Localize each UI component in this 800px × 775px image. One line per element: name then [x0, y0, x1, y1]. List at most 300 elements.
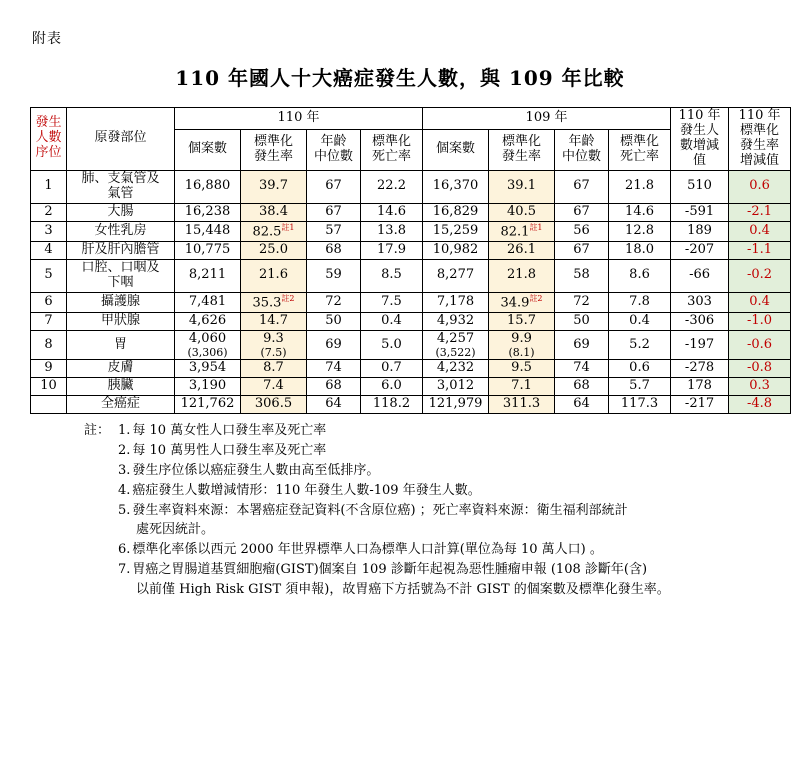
table-row [31, 203, 791, 221]
page-title: 110 年國人十大癌症發生人數，與 109 年比較 [175, 66, 625, 90]
row-110-std-rate [241, 259, 307, 292]
row-110-std-death-value: 22.2 [377, 178, 406, 194]
row-110-cases [175, 170, 241, 203]
header-diff-rate-line-1: 110 年 [738, 108, 781, 123]
header-109-std-death-line-1: 標準化 [620, 134, 660, 149]
header-109-std-death [609, 130, 671, 171]
row-110-std-rate [241, 292, 307, 312]
row-109-std-rate [489, 312, 555, 330]
row-sequence: 1 [31, 170, 67, 203]
row-110-cases [175, 330, 241, 359]
table-row [31, 378, 791, 396]
row-site-line: 胃 [113, 336, 127, 352]
row-110-cases [175, 203, 241, 221]
row-110-std-rate-value: 35.3 [252, 294, 282, 310]
row-110-std-death [361, 330, 423, 359]
row-110-median-age-value: 68 [325, 378, 342, 394]
row-109-std-rate-footnote-marker: 註2 [529, 293, 543, 303]
row-109-cases [423, 170, 489, 203]
row-110-cases [175, 259, 241, 292]
row-110-std-death-value: 0.7 [381, 360, 402, 376]
row-sequence: 8 [31, 330, 67, 359]
row-109-std-rate [489, 396, 555, 414]
row-110-cases [175, 292, 241, 312]
row-109-cases [423, 360, 489, 378]
row-110-median-age [307, 292, 361, 312]
note-text: 每 10 萬男性人口發生率及死亡率 [132, 442, 327, 458]
row-110-std-rate [241, 330, 307, 359]
table-row [31, 241, 791, 259]
row-110-std-death-value: 14.6 [377, 203, 406, 219]
table-body [31, 170, 791, 413]
note-item-continuation [84, 521, 770, 540]
table-row [31, 170, 791, 203]
row-diff-cases-value: 303 [687, 293, 712, 309]
row-109-std-rate [489, 203, 555, 221]
row-110-cases-value: 4,626 [188, 312, 227, 328]
row-110-cases [175, 396, 241, 414]
row-109-cases [423, 203, 489, 221]
row-110-median-age-value: 67 [325, 203, 342, 219]
row-diff-rate [729, 221, 791, 241]
header-site: 原發部位 [67, 108, 175, 171]
row-110-median-age-value: 64 [325, 396, 342, 412]
row-109-std-rate [489, 170, 555, 203]
row-diff-cases-value: -278 [684, 360, 715, 376]
row-110-std-rate-footnote-marker: 註2 [281, 293, 295, 303]
row-110-std-rate-value: 21.6 [259, 267, 288, 283]
note-text: 發生率資料來源：本署癌症登記資料(不含原位癌) ；死亡率資料來源：衛生福利部統計 [132, 502, 628, 518]
row-109-std-death [609, 396, 671, 414]
row-110-std-rate-value: 38.4 [259, 203, 288, 219]
row-diff-rate [729, 292, 791, 312]
header-diff-rate [729, 108, 791, 171]
row-109-std-death [609, 241, 671, 259]
row-109-cases [423, 259, 489, 292]
row-diff-rate-value: -0.8 [746, 360, 773, 376]
row-110-cases-value: 7,481 [188, 293, 227, 309]
row-110-median-age [307, 170, 361, 203]
notes-head [84, 502, 118, 521]
row-109-std-death-value: 117.3 [620, 396, 659, 412]
row-110-std-rate-value: 306.5 [254, 396, 293, 412]
row-110-median-age-value: 57 [325, 222, 342, 238]
row-diff-rate [729, 360, 791, 378]
row-109-cases-value: 8,277 [436, 267, 475, 283]
row-109-cases-value: 4,257 [436, 330, 475, 346]
row-sequence: 10 [31, 378, 67, 396]
note-continuation-indent [84, 521, 118, 540]
row-109-median-age-value: 74 [573, 360, 590, 376]
row-109-median-age [555, 378, 609, 396]
row-110-median-age-value: 50 [325, 312, 342, 328]
row-109-median-age [555, 259, 609, 292]
row-109-median-age-value: 58 [573, 267, 590, 283]
row-109-cases-value: 121,979 [428, 396, 483, 412]
row-site [67, 241, 175, 259]
row-109-std-death [609, 330, 671, 359]
row-109-std-death [609, 360, 671, 378]
row-site [67, 259, 175, 292]
row-110-std-death [361, 360, 423, 378]
row-diff-rate [729, 259, 791, 292]
header-diff-cases [671, 108, 729, 171]
row-diff-rate [729, 330, 791, 359]
row-110-std-rate-value: 7.4 [263, 378, 284, 394]
row-110-std-rate [241, 378, 307, 396]
row-site-line: 口腔、口咽及 [81, 259, 160, 275]
row-110-std-death [361, 241, 423, 259]
row-diff-cases-value: 178 [687, 378, 712, 394]
row-110-cases [175, 378, 241, 396]
row-diff-cases [671, 221, 729, 241]
row-109-std-death-value: 12.8 [625, 222, 654, 238]
note-number: 4. [118, 482, 131, 498]
row-diff-rate [729, 203, 791, 221]
row-110-std-death-value: 0.4 [381, 312, 402, 328]
row-109-std-death-value: 5.7 [629, 378, 650, 394]
row-109-std-rate-value: 7.1 [511, 378, 532, 394]
notes-head [84, 561, 118, 580]
row-109-std-rate-value: 311.3 [502, 396, 541, 412]
row-110-std-death-value: 13.8 [377, 222, 406, 238]
row-site-line: 皮膚 [107, 360, 134, 376]
header-sequence-line-3: 序位 [35, 145, 62, 161]
row-109-cases [423, 396, 489, 414]
row-110-cases-value: 4,060 [188, 330, 227, 346]
table-row [31, 396, 791, 414]
row-109-std-rate [489, 378, 555, 396]
table-row [31, 292, 791, 312]
row-109-std-rate [489, 259, 555, 292]
row-109-cases [423, 292, 489, 312]
row-109-median-age-value: 56 [573, 222, 590, 238]
table-row [31, 312, 791, 330]
row-diff-rate-value: 0.3 [749, 378, 770, 394]
row-109-std-rate-value: 26.1 [507, 241, 536, 257]
row-sequence: 9 [31, 360, 67, 378]
row-diff-cases-value: -306 [684, 312, 715, 328]
row-109-std-rate-value: 15.7 [507, 312, 536, 328]
row-109-std-death [609, 221, 671, 241]
row-109-median-age-value: 64 [573, 396, 590, 412]
row-109-std-death [609, 170, 671, 203]
row-110-median-age [307, 203, 361, 221]
row-sequence [31, 396, 67, 414]
note-item [84, 502, 770, 521]
row-110-std-death-value: 7.5 [381, 293, 402, 309]
row-110-median-age [307, 378, 361, 396]
row-109-std-death [609, 378, 671, 396]
header-109-median-age-line-2: 中位數 [562, 148, 602, 164]
row-site [67, 360, 175, 378]
row-109-median-age-value: 67 [573, 178, 590, 194]
row-110-median-age [307, 259, 361, 292]
header-110-cases: 個案數 [175, 130, 241, 171]
note-item [84, 462, 770, 481]
row-110-std-death-value: 8.5 [381, 267, 402, 283]
row-109-std-rate [489, 241, 555, 259]
row-110-cases [175, 221, 241, 241]
row-109-std-death-value: 7.8 [629, 293, 650, 309]
row-109-std-rate-value: 39.1 [507, 178, 536, 194]
row-109-cases-secondary-value: (3,522) [435, 345, 476, 359]
row-site [67, 292, 175, 312]
notes-head [84, 482, 118, 501]
notes-head: 註： [84, 423, 111, 439]
row-site [67, 170, 175, 203]
row-110-std-rate-footnote-marker: 註1 [281, 222, 295, 232]
row-109-median-age-value: 67 [573, 203, 590, 219]
row-110-std-rate-secondary-value: (7.5) [260, 345, 287, 359]
corner-label: 附表 [32, 31, 62, 47]
row-site-line: 甲狀腺 [100, 312, 140, 328]
row-109-cases-value: 16,829 [432, 203, 479, 219]
cancer-statistics-table [30, 107, 791, 414]
table-row [31, 221, 791, 241]
row-109-std-death-value: 21.8 [625, 178, 654, 194]
row-diff-rate-value: -1.1 [746, 241, 773, 257]
row-site-line: 攝護腺 [100, 293, 140, 309]
row-109-std-death [609, 292, 671, 312]
row-diff-rate-value: -0.6 [746, 336, 773, 352]
row-sequence: 6 [31, 292, 67, 312]
row-110-std-rate-value: 82.5 [252, 223, 282, 239]
row-110-std-rate-value: 14.7 [259, 312, 288, 328]
row-110-cases-value: 16,880 [184, 178, 231, 194]
row-109-std-rate-value: 34.9 [500, 294, 530, 310]
row-110-cases-value: 121,762 [180, 396, 235, 412]
header-diff-cases-line-4: 值 [693, 152, 707, 168]
row-109-std-death-value: 0.4 [629, 312, 650, 328]
row-110-std-rate [241, 221, 307, 241]
row-110-median-age [307, 241, 361, 259]
row-110-cases-value: 8,211 [188, 267, 227, 283]
row-109-std-rate-secondary-value: (8.1) [508, 345, 535, 359]
row-110-std-rate [241, 360, 307, 378]
row-diff-cases [671, 170, 729, 203]
row-109-median-age-value: 50 [573, 312, 590, 328]
row-109-cases [423, 241, 489, 259]
row-109-cases-value: 4,932 [436, 312, 475, 328]
row-diff-rate-value: 0.4 [749, 222, 770, 238]
row-110-std-rate [241, 170, 307, 203]
note-number: 3. [118, 462, 131, 478]
row-diff-rate [729, 312, 791, 330]
row-109-median-age-value: 68 [573, 378, 590, 394]
header-109-cases: 個案數 [423, 130, 489, 171]
header-109-median-age-line-1: 年齡 [568, 134, 595, 149]
row-109-cases-value: 3,012 [436, 378, 475, 394]
row-110-std-death [361, 221, 423, 241]
header-110-std-death-line-2: 死亡率 [372, 148, 412, 164]
row-site [67, 396, 175, 414]
header-sequence-line-2: 人數 [35, 130, 62, 146]
header-sequence [31, 108, 67, 171]
row-109-std-rate [489, 360, 555, 378]
row-diff-rate-value: -1.0 [746, 312, 773, 328]
note-number: 5. [118, 502, 131, 518]
row-110-cases-value: 15,448 [184, 222, 231, 238]
row-site [67, 203, 175, 221]
row-109-median-age-value: 72 [573, 293, 590, 309]
note-item [84, 482, 770, 501]
row-diff-cases [671, 292, 729, 312]
row-diff-rate-value: -2.1 [746, 203, 773, 219]
row-109-std-death [609, 312, 671, 330]
row-110-std-death [361, 203, 423, 221]
row-diff-rate-value: -4.8 [746, 396, 773, 412]
header-diff-cases-line-2: 發生人 [680, 122, 720, 138]
row-sequence: 5 [31, 259, 67, 292]
row-110-median-age [307, 221, 361, 241]
row-110-median-age [307, 330, 361, 359]
row-109-std-death-value: 14.6 [625, 203, 654, 219]
header-year-109: 109 年 [423, 108, 671, 130]
row-diff-cases [671, 259, 729, 292]
row-109-cases [423, 312, 489, 330]
row-110-std-death [361, 312, 423, 330]
row-110-std-death [361, 396, 423, 414]
row-109-std-rate-value: 9.9 [511, 330, 532, 346]
note-item [84, 541, 770, 560]
note-item [84, 442, 770, 461]
header-110-median-age [307, 130, 361, 171]
row-109-std-death-value: 0.6 [629, 360, 650, 376]
row-109-median-age [555, 330, 609, 359]
table-row [31, 259, 791, 292]
row-110-cases-secondary-value: (3,306) [187, 345, 228, 359]
row-sequence: 7 [31, 312, 67, 330]
row-diff-rate [729, 378, 791, 396]
row-site-line: 肺、支氣管及 [81, 170, 160, 186]
header-diff-rate-line-2: 標準化 [740, 122, 780, 138]
notes-head [84, 541, 118, 560]
row-diff-cases [671, 396, 729, 414]
row-site [67, 330, 175, 359]
header-110-std-rate [241, 130, 307, 171]
row-110-median-age-value: 68 [325, 241, 342, 257]
row-diff-rate-value: 0.6 [749, 178, 770, 194]
row-diff-cases-value: 189 [687, 222, 712, 238]
row-diff-rate [729, 241, 791, 259]
row-109-std-death-value: 8.6 [629, 267, 650, 283]
row-diff-cases-value: -66 [689, 267, 710, 283]
row-110-std-death [361, 378, 423, 396]
row-diff-rate-value: 0.4 [749, 293, 770, 309]
notes-head [84, 442, 118, 461]
row-109-std-death-value: 5.2 [629, 336, 650, 352]
row-diff-cases-value: -197 [684, 336, 715, 352]
row-109-median-age [555, 203, 609, 221]
note-continuation-text: 處死因統計。 [136, 522, 215, 538]
note-number: 7. [118, 562, 131, 578]
row-diff-cases [671, 330, 729, 359]
row-109-std-rate [489, 221, 555, 241]
row-109-median-age [555, 360, 609, 378]
row-110-median-age-value: 74 [325, 360, 342, 376]
header-109-std-death-line-2: 死亡率 [620, 148, 660, 164]
header-109-median-age [555, 130, 609, 171]
header-110-median-age-line-1: 年齡 [320, 134, 347, 149]
row-diff-cases [671, 203, 729, 221]
row-110-median-age-value: 69 [325, 336, 342, 352]
row-109-std-rate-value: 82.1 [500, 223, 530, 239]
row-diff-cases-value: -591 [684, 203, 715, 219]
row-110-cases-value: 3,954 [188, 360, 227, 376]
row-109-std-death [609, 203, 671, 221]
table-notes [84, 422, 770, 600]
row-diff-rate [729, 396, 791, 414]
row-110-std-rate [241, 312, 307, 330]
row-site-line: 全癌症 [100, 396, 140, 412]
row-110-std-rate [241, 396, 307, 414]
row-diff-cases-value: -207 [684, 241, 715, 257]
row-110-cases-value: 16,238 [184, 203, 231, 219]
header-110-median-age-line-2: 中位數 [313, 148, 353, 164]
note-text: 胃癌之胃腸道基質細胞瘤(GIST)個案自 109 診斷年起視為惡性腫瘤申報 (108 診斷年(含) [132, 562, 648, 578]
row-109-cases [423, 221, 489, 241]
row-110-std-death-value: 17.9 [377, 241, 406, 257]
row-109-cases [423, 378, 489, 396]
header-109-std-rate [489, 130, 555, 171]
row-site-line: 大腸 [107, 203, 134, 219]
row-110-cases-value: 3,190 [188, 378, 227, 394]
row-110-cases [175, 360, 241, 378]
row-110-median-age-value: 67 [325, 178, 342, 194]
note-item-continuation [84, 581, 770, 600]
row-109-cases-value: 4,232 [436, 360, 475, 376]
row-diff-cases [671, 378, 729, 396]
header-diff-cases-line-1: 110 年 [678, 108, 721, 123]
row-110-median-age [307, 360, 361, 378]
row-110-cases [175, 241, 241, 259]
note-number: 1. [118, 423, 131, 439]
note-text: 癌症發生人數增減情形：110 年發生人數-109 年發生人數。 [132, 482, 481, 498]
header-110-std-death [361, 130, 423, 171]
row-109-std-rate-value: 40.5 [507, 203, 536, 219]
row-109-cases-value: 15,259 [432, 222, 479, 238]
row-109-median-age-value: 67 [573, 241, 590, 257]
row-sequence: 4 [31, 241, 67, 259]
header-109-std-rate-line-2: 發生率 [502, 148, 542, 164]
header-diff-cases-line-3: 數增減 [680, 137, 720, 153]
row-site-line: 肝及肝內膽管 [81, 241, 160, 257]
row-110-std-rate [241, 241, 307, 259]
note-continuation-indent [84, 581, 118, 600]
row-109-std-rate-value: 9.5 [511, 360, 532, 376]
note-text: 標準化率係以西元 2000 年世界標準人口為標準人口計算(單位為每 10 萬人口) 。 [132, 542, 603, 558]
table-row [31, 360, 791, 378]
note-text: 每 10 萬女性人口發生率及死亡率 [132, 423, 327, 439]
row-110-median-age [307, 396, 361, 414]
header-109-std-rate-line-1: 標準化 [502, 134, 542, 149]
row-diff-rate [729, 170, 791, 203]
row-109-cases-value: 10,982 [432, 241, 479, 257]
row-109-std-rate [489, 330, 555, 359]
row-109-median-age [555, 292, 609, 312]
row-110-std-rate-value: 25.0 [259, 241, 288, 257]
row-diff-cases [671, 360, 729, 378]
note-item [84, 561, 770, 580]
row-110-cases [175, 312, 241, 330]
row-sequence: 2 [31, 203, 67, 221]
row-109-median-age [555, 312, 609, 330]
row-109-std-death-value: 18.0 [625, 241, 654, 257]
row-109-cases [423, 330, 489, 359]
row-diff-cases [671, 241, 729, 259]
row-diff-cases-value: 510 [687, 178, 712, 194]
